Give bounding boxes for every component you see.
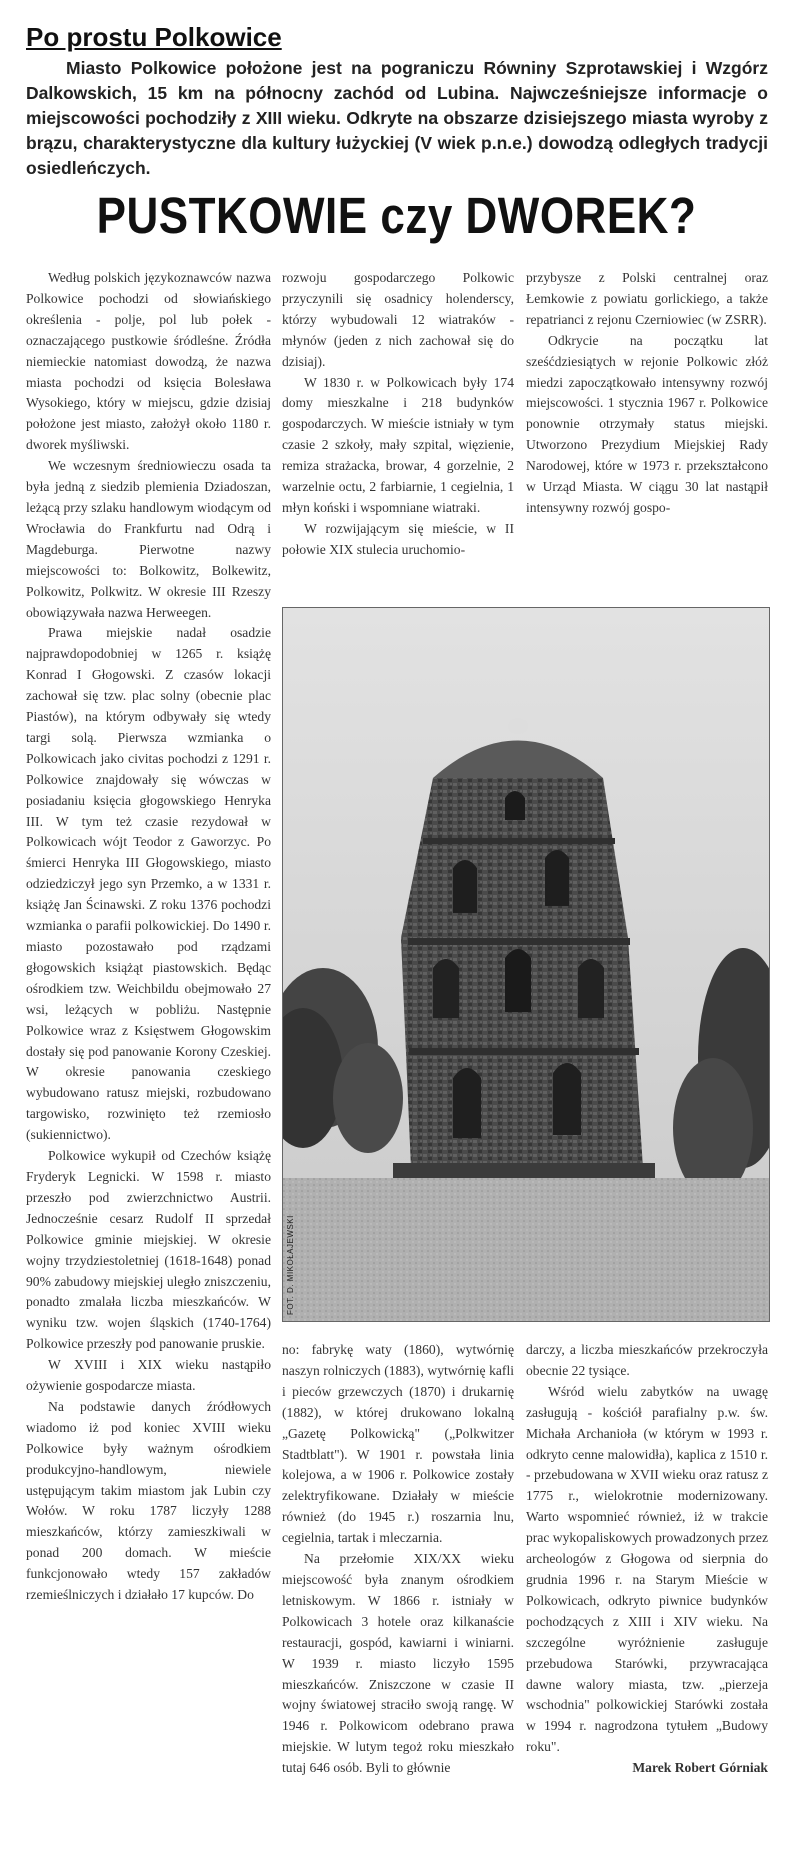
paragraph: Na podstawie danych źródłowych wiadomo iż pod koniec XVIII wieku Polkowice były ważnym ośrodkiem produkcyjno-handlowym, niewiele ustępującym takim miastom jak Lubin czy Wołów. W roku 1787 liczyły 1288 mieszkańców, którzy zamieszkiwali w ponad 200 domach. W mieście funkcjonowało wtedy 157 zakładów rzemieślniczych i działało 17 kupców. Do	[26, 1398, 271, 1603]
paragraph: Prawa miejskie nadał osadzie najprawdopodobniej w 1265 r. książę Konrad I Głogowski. Z czasów lokacji zachował się tzw. plac solny (obecnie plac Piastów), na którym odbywały się wtedy targi solą. Pierwsza wzmianka o Polkowicach jako civitas pochodzi z 1291 r. Polkowice znajdowały się wówczas w posiadaniu księcia głogowskiego Henryka III. W tym też czasie rezydował w Polkowicach wójt Teodor z Gaworzyc. Po śmierci Henryka III Głogowskiego, miasto odziedziczył jego syn Przemko, a w 1331 r. książę Jan Ścinawski. Z roku 1376 pochodzi wzmianka o parafii polkowickiej. Do 1490 r. miasto pozostawało pod rządzami głogowskich książąt piastowskich. Będąc ośrodkiem tzw. Weichbildu obejmowało 27 wsi, leżących w pobliżu. Następnie Polkowice wraz z Księstwem Głogowskim dostały się pod panowanie Korony Czeskiej. W okresie panowania czeskiego wybudowano ratusz miejski, rozbudowano targowisko, rozwinięto też rzemiosło (sukiennictwo).	[26, 625, 271, 1143]
column-1	[26, 268, 271, 1846]
paragraph: przybysze z Polski centralnej oraz Łemkowie z powiatu gorlickiego, a także repatrianci z rejonu Czerniowiec (w ZSRR).	[526, 270, 768, 327]
paragraph: darczy, a liczba mieszkańców przekroczyła obecnie 22 tysiące.	[526, 1342, 768, 1378]
paragraph: Polkowice wykupił od Czechów książę Fryderyk Legnicki. W 1598 r. miasto przeszło pod zwierzchnictwo Austrii. Jednocześnie cesarz Rudolf II sprzedał Polkowice gminie miejskiej. W okresie wojny trzydziestoletniej (1618-1648) ponad 90% zabudowy miejskiej uległo zniszczeniu, ponadto zmalała liczba mieszkańców. W wyniku tzw. wojen śląskich (1740-1764) Polkowice przeszły pod panowanie pruskie.	[26, 1148, 271, 1352]
photo-credit: FOT. D. MIKOŁAJEWSKI	[286, 1215, 295, 1315]
headline: PUSTKOWIE czy DWOREK?	[96, 188, 697, 245]
lead-paragraph: Miasto Polkowice położone jest na pograniczu Równiny Szprotawskiej i Wzgórz Dalkowskich, 15 km na północny zachód od Lubina. Najwcześniejsze informacje o miejscowości pochodziły z XIII wieku. Odkryte na obszarze dzisiejszego miasta wyroby z brązu, charakterystyczne dla kultury łużyckiej (V wiek p.n.e.) dowodzą odległych tradycji osiedleńczych.	[26, 58, 768, 178]
column-3-bottom	[526, 1340, 768, 1845]
paragraph: Wśród wielu zabytków na uwagę zasługują - kościół parafialny p.w. św. Michała Archanioła (w którym w 1993 r. odkryto cenne malowidła), kaplica z 1510 r. - przebudowana w XVII wieku oraz ratusz z 1775 r., wielokrotnie modernizowany. Warto wspomnieć również, iż w trakcie prac wykopaliskowych prowadzonych przez archeologów z Głogowa od sierpnia do grudnia 1996 r. na Starym Mieście w Polkowicach, odkryto piwnice budynków pochodzących z XIII i XIV wieku. Na szczególne wyróżnienie zasługuje przebudowa Starówki, przywracająca dawne walory miasta, tzw. „pierzeja wschodnia" polkowickiej Starówki została w 1994 r. nagrodzona tytułem „Budowy roku".	[526, 1383, 768, 1755]
column-2-bottom	[282, 1340, 514, 1845]
article-header	[26, 22, 768, 181]
paragraph: rozwoju gospodarczego Polkowic przyczynili się osadnicy holenderscy, którzy wybudowali 12 wiatraków - młynów (jeden z nich zachował się do dzisiaj).	[282, 270, 514, 369]
windmill-tower-image	[283, 608, 769, 1321]
paragraph: W 1830 r. w Polkowicach były 174 domy mieszkalne i 218 budynków gospodarczych. W mieście istniały w tym czasie 2 szkoły, mały szpital, więzienie, remiza strażacka, browar, 4 gorzelnie, 2 warzelnie octu, 2 farbiarnie, 1 cegielnia, 1 młyn koński i wspomniane wiatraki.	[282, 374, 514, 515]
author-signature: Marek Robert Górniak	[632, 1760, 768, 1776]
column-3-top	[526, 268, 768, 590]
paragraph: We wczesnym średniowieczu osada ta była jedną z siedzib plemienia Dziadoszan, leżącą przy szlaku handlowym wiodącym od Wrocławia do Frankfurtu nad Odrą i Magdeburga. Pierwotne nazwy miejscowości to: Bolkowitz, Bolkewitz, Polkowitz, Polkwitz. W okresie III Rzeszy obowiązywała nazwa Herweegen.	[26, 458, 271, 620]
column-2-top	[282, 268, 514, 590]
paragraph: W rozwijającym się mieście, w II połowie XIX stulecia uruchomio-	[282, 520, 514, 557]
paragraph: Odkrycie na początku lat sześćdziesiątych w rejonie Polkowic złóż miedzi zapoczątkowało intensywny rozwój miejscowości. 1 stycznia 1967 r. Polkowice ponownie otrzymały status miejski. Utworzono Prezydium Miejskiej Rady Narodowej, które w 1973 r. przekształcono w Urząd Miasta. W ciągu 30 lat nastąpił intensywny rozwój gospo-	[526, 332, 768, 515]
section-title: Po prostu Polkowice	[26, 22, 282, 52]
tower-photo	[282, 607, 770, 1322]
paragraph: Według polskich językoznawców nazwa Polkowice pochodzi od słowiańskiego określenia - polje, pol lub połek - oznaczającego pustkowie śródleśne. Źródła niemieckie natomiast dowodzą, że nazwa miasta pochodzi od księcia Bolesława Wysokiego, który w miejscu, gdzie dzisiaj położone jest miasto, założył około 1180 r. dworek myśliwski.	[26, 270, 271, 453]
paragraph: Na przełomie XIX/XX wieku miejscowość była znanym ośrodkiem letniskowym. W 1866 r. istniały w Polkowicach 3 hotele oraz kilkanaście restauracji, gospód, kawiarni i winiarni. W 1939 r. miasto liczyło 1595 mieszkańców. Zniszczone w czasie II wojny światowej straciło swoją rangę. W 1946 r. Polkowicom odebrano prawa miejskie. W lutym tegoż roku mieszkało tutaj 646 osób. Byli to głównie	[282, 1551, 514, 1776]
paragraph: no: fabrykę waty (1860), wytwórnię naszyn rolniczych (1883), wytwórnię kafli i pieców grzewczych (1870) i drukarnię (1882), w której drukowano lokalną „Gazetę Polkowicką" („Polkwitzer Stadtblatt"). W 1901 r. powstała linia kolejowa, a w 1906 r. Polkowice zostały zelektryfikowane. Działały w mieście również (do 1945 r.) roszarnia lnu, cegielnia, tartak i mleczarnia.	[282, 1342, 514, 1546]
paragraph: W XVIII i XIX wieku nastąpiło ożywienie gospodarcze miasta.	[26, 1357, 271, 1394]
